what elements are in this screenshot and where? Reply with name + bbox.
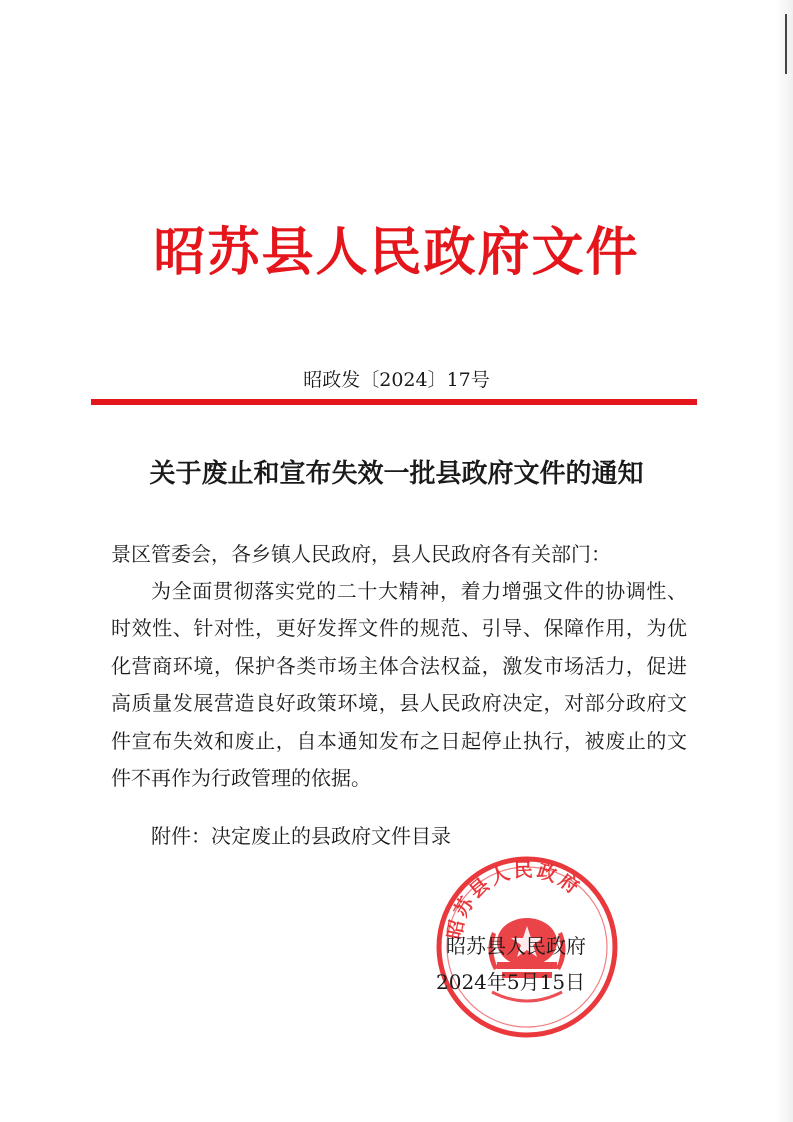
- attachment-line: 附件：决定废止的县政府文件目录: [151, 824, 451, 848]
- signature-date: 2024年5月15日: [436, 970, 586, 994]
- page-edge-shadow: [775, 0, 793, 1122]
- seal-text: 昭苏县人民政府: [443, 859, 586, 942]
- document-number: 昭政发〔2024〕17号: [303, 369, 490, 391]
- document-header-title: 昭苏县人民政府文件: [153, 222, 640, 283]
- recipients-line: 景区管委会，各乡镇人民政府，县人民政府各有关部门：: [111, 542, 611, 566]
- signature-organization: 昭苏县人民政府: [446, 934, 586, 958]
- notice-title: 关于废止和宣布失效一批县政府文件的通知: [149, 459, 644, 489]
- body-paragraph: 为全面贯彻落实党的二十大精神，着力增强文件的协调性、时效性、针对性，更好发挥文件的规范、引导、保障作用，为优化营商环境，保护各类市场主体合法权益，激发市场活力，促进高质量发展营造良好政策环境，县人民政府决定，对部分政府文件宣布失效和废止，自本通知发布之日起停止执行，被废止的文件不再作为行政管理的依据。: [111, 579, 687, 791]
- red-divider-line: [91, 399, 697, 405]
- page-edge-mark: [785, 14, 787, 74]
